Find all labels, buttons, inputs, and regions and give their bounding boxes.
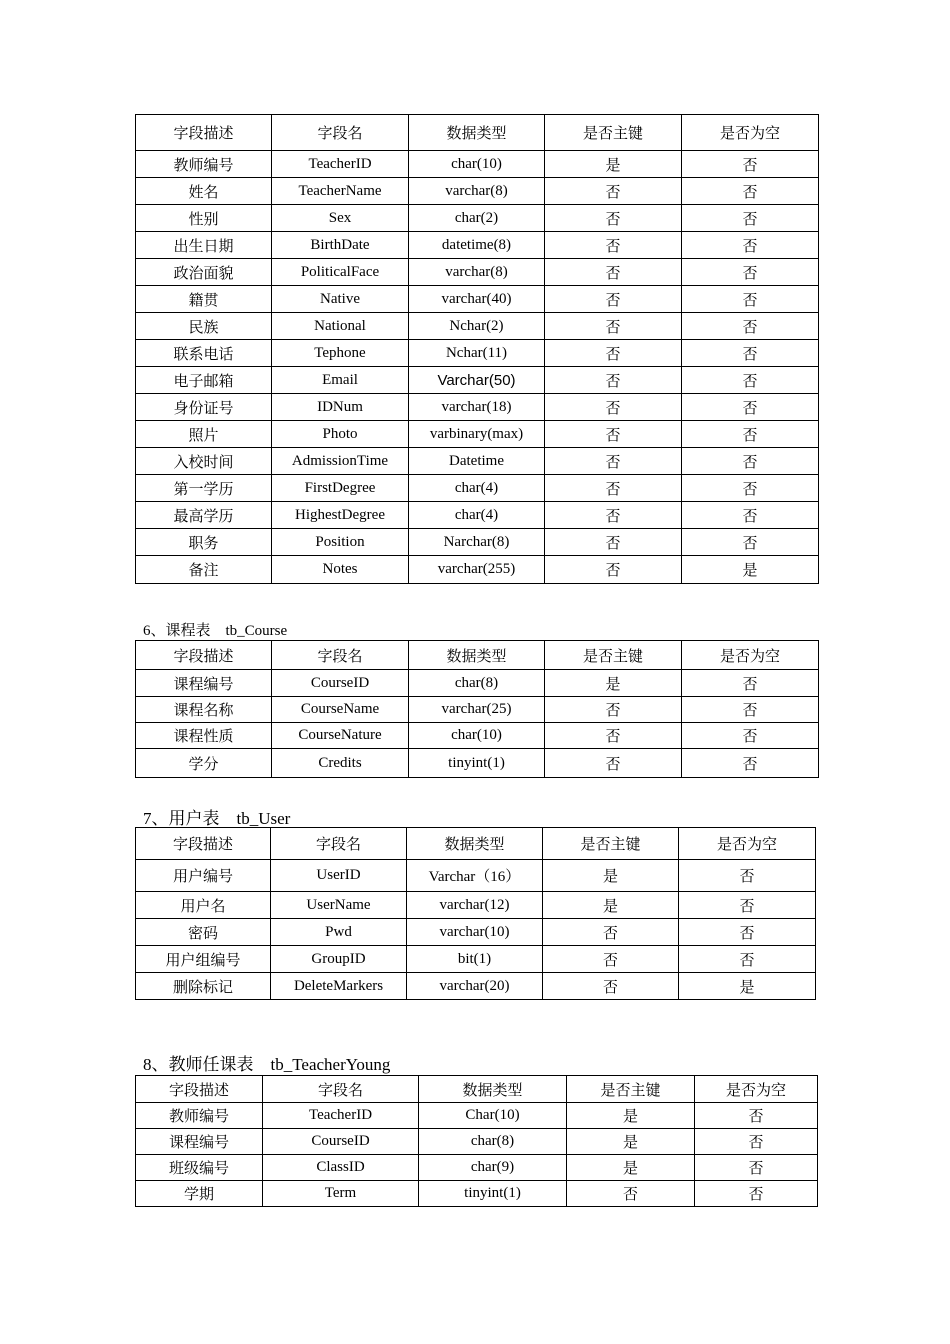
table-cell: TeacherID: [263, 1103, 419, 1129]
table-row: [136, 1129, 818, 1155]
table-cell: 否: [695, 1103, 818, 1129]
table-row: [136, 313, 819, 340]
table-cell: 是: [567, 1155, 695, 1181]
table-cell: Native: [272, 286, 409, 313]
table-cell: 学分: [136, 749, 272, 778]
table-cell: char(8): [419, 1129, 567, 1155]
table-cell: 是: [543, 892, 679, 919]
table-cell: 否: [545, 749, 682, 778]
table-cell: varchar(12): [407, 892, 543, 919]
table-cell: IDNum: [272, 394, 409, 421]
table-cell: 否: [543, 919, 679, 946]
table-cell: 否: [545, 502, 682, 529]
table-row: [136, 1103, 818, 1129]
table-cell: CourseName: [272, 697, 409, 723]
table-cell: Char(10): [419, 1103, 567, 1129]
table-header-row: [136, 641, 819, 670]
table-cell: 否: [695, 1181, 818, 1207]
table-cell: 否: [545, 286, 682, 313]
table-cell: Varchar（16）: [407, 860, 543, 892]
table-cell: PoliticalFace: [272, 259, 409, 286]
table-row: [136, 151, 819, 178]
user-table-title: 7、用户表 tb_User: [143, 809, 291, 828]
table-row: [136, 475, 819, 502]
table-cell: char(10): [409, 151, 545, 178]
table-row: [136, 1155, 818, 1181]
table-cell: GroupID: [271, 946, 407, 973]
table-cell: 班级编号: [136, 1155, 263, 1181]
table-cell: tinyint(1): [409, 749, 545, 778]
table-header-row: [136, 115, 819, 151]
header-cell: 字段描述: [136, 828, 271, 860]
table-cell: bit(1): [407, 946, 543, 973]
table-cell: 否: [682, 259, 819, 286]
table-row: [136, 340, 819, 367]
table-cell: AdmissionTime: [272, 448, 409, 475]
table-cell: 性别: [136, 205, 272, 232]
table-row: [136, 697, 819, 723]
table-row: [136, 946, 816, 973]
table-cell: Email: [272, 367, 409, 394]
table-row: [136, 421, 819, 448]
table-cell: 身份证号: [136, 394, 272, 421]
header-cell: 是否主键: [545, 115, 682, 151]
table-cell: 否: [545, 205, 682, 232]
table-cell: 否: [679, 860, 816, 892]
table-cell: 是: [545, 151, 682, 178]
table-cell: Position: [272, 529, 409, 556]
table-cell: 教师编号: [136, 151, 272, 178]
table-cell: varbinary(max): [409, 421, 545, 448]
table-cell: TeacherID: [272, 151, 409, 178]
teacher-table: [135, 114, 819, 584]
table-cell: 课程性质: [136, 723, 272, 749]
table-row: [136, 367, 819, 394]
table-cell: Notes: [272, 556, 409, 584]
table-row: [136, 1181, 818, 1207]
table-cell: BirthDate: [272, 232, 409, 259]
table-cell: 否: [545, 394, 682, 421]
table-cell: 否: [682, 448, 819, 475]
table-cell: 籍贯: [136, 286, 272, 313]
table-cell: 否: [682, 151, 819, 178]
table-cell: 否: [545, 421, 682, 448]
table-row: [136, 892, 816, 919]
header-cell: 是否主键: [543, 828, 679, 860]
header-cell: 字段名: [263, 1076, 419, 1103]
header-cell: 是否为空: [682, 641, 819, 670]
table-cell: 否: [545, 178, 682, 205]
table-cell: 否: [682, 475, 819, 502]
table-cell: FirstDegree: [272, 475, 409, 502]
header-cell: 字段名: [272, 641, 409, 670]
header-cell: 是否为空: [695, 1076, 818, 1103]
table-cell: 否: [567, 1181, 695, 1207]
table-cell: 是: [679, 973, 816, 1000]
table-cell: 教师编号: [136, 1103, 263, 1129]
table-cell: varchar(8): [409, 259, 545, 286]
table-cell: 否: [682, 421, 819, 448]
table-cell: ClassID: [263, 1155, 419, 1181]
table-cell: 否: [682, 367, 819, 394]
table-cell: 电子邮箱: [136, 367, 272, 394]
table-cell: varchar(255): [409, 556, 545, 584]
user-table: [135, 827, 816, 1000]
table-cell: char(8): [409, 670, 545, 697]
table-row: [136, 394, 819, 421]
table-row: [136, 529, 819, 556]
table-cell: DeleteMarkers: [271, 973, 407, 1000]
table-cell: 最高学历: [136, 502, 272, 529]
course-table-title: 6、课程表 tb_Course: [143, 623, 288, 639]
header-cell: 数据类型: [409, 115, 545, 151]
table-cell: 否: [682, 723, 819, 749]
table-cell: 课程编号: [136, 670, 272, 697]
table-cell: char(9): [419, 1155, 567, 1181]
header-cell: 数据类型: [407, 828, 543, 860]
table-cell: 照片: [136, 421, 272, 448]
table-row: [136, 670, 819, 697]
table-row: [136, 556, 819, 584]
table-row: [136, 448, 819, 475]
header-cell: 字段描述: [136, 1076, 263, 1103]
table-cell: 课程编号: [136, 1129, 263, 1155]
table-cell: 第一学历: [136, 475, 272, 502]
table-cell: char(2): [409, 205, 545, 232]
header-cell: 字段描述: [136, 641, 272, 670]
table-cell: 是: [545, 670, 682, 697]
header-cell: 是否主键: [567, 1076, 695, 1103]
table-cell: 否: [682, 340, 819, 367]
header-cell: 字段描述: [136, 115, 272, 151]
table-cell: varchar(18): [409, 394, 545, 421]
table-row: [136, 860, 816, 892]
table-cell: HighestDegree: [272, 502, 409, 529]
table-cell: 删除标记: [136, 973, 271, 1000]
table-cell: 否: [695, 1155, 818, 1181]
table-header-row: [136, 1076, 818, 1103]
teaching-table: [135, 1075, 818, 1207]
table-cell: 备注: [136, 556, 272, 584]
table-cell: 学期: [136, 1181, 263, 1207]
table-row: [136, 232, 819, 259]
table-cell: CourseID: [263, 1129, 419, 1155]
table-header-row: [136, 828, 816, 860]
table-cell: TeacherName: [272, 178, 409, 205]
table-cell: 否: [682, 749, 819, 778]
table-cell: 否: [545, 313, 682, 340]
table-cell: 否: [545, 259, 682, 286]
table-cell: 入校时间: [136, 448, 272, 475]
header-cell: 字段名: [272, 115, 409, 151]
table-cell: Sex: [272, 205, 409, 232]
table-cell: 否: [682, 697, 819, 723]
header-cell: 是否为空: [682, 115, 819, 151]
table-cell: Nchar(2): [409, 313, 545, 340]
table-cell: 是: [567, 1103, 695, 1129]
table-cell: Nchar(11): [409, 340, 545, 367]
table-cell: 否: [545, 529, 682, 556]
table-cell: 否: [545, 556, 682, 584]
table-cell: Term: [263, 1181, 419, 1207]
table-cell: Narchar(8): [409, 529, 545, 556]
table-cell: datetime(8): [409, 232, 545, 259]
table-cell: 否: [695, 1129, 818, 1155]
table-cell: 否: [682, 502, 819, 529]
table-cell: 密码: [136, 919, 271, 946]
table-cell: 用户编号: [136, 860, 271, 892]
table-cell: UserName: [271, 892, 407, 919]
header-cell: 数据类型: [409, 641, 545, 670]
table-cell: 出生日期: [136, 232, 272, 259]
table-cell: CourseNature: [272, 723, 409, 749]
table-cell: 否: [682, 286, 819, 313]
table-row: [136, 749, 819, 778]
table-cell: 否: [545, 448, 682, 475]
table-cell: 否: [679, 892, 816, 919]
table-cell: 否: [545, 697, 682, 723]
table-cell: 否: [682, 313, 819, 340]
table-row: [136, 919, 816, 946]
teaching-table-title: 8、教师任课表 tb_TeacherYoung: [143, 1055, 391, 1074]
table-cell: Credits: [272, 749, 409, 778]
table-cell: 姓名: [136, 178, 272, 205]
table-cell: varchar(10): [407, 919, 543, 946]
table-row: [136, 205, 819, 232]
table-cell: 是: [567, 1129, 695, 1155]
table-cell: 否: [682, 232, 819, 259]
table-cell: 职务: [136, 529, 272, 556]
table-cell: Tephone: [272, 340, 409, 367]
table-cell: 是: [543, 860, 679, 892]
course-table: [135, 640, 819, 778]
table-cell: tinyint(1): [419, 1181, 567, 1207]
table-cell: char(10): [409, 723, 545, 749]
header-cell: 是否为空: [679, 828, 816, 860]
table-cell: Varchar(50): [409, 367, 545, 394]
table-row: [136, 723, 819, 749]
table-cell: 否: [545, 340, 682, 367]
table-cell: 否: [545, 723, 682, 749]
table-cell: 否: [545, 232, 682, 259]
table-row: [136, 178, 819, 205]
table-cell: 是: [682, 556, 819, 584]
table-cell: 否: [545, 367, 682, 394]
header-cell: 字段名: [271, 828, 407, 860]
table-cell: 否: [679, 919, 816, 946]
table-row: [136, 259, 819, 286]
table-cell: varchar(8): [409, 178, 545, 205]
table-cell: Photo: [272, 421, 409, 448]
table-cell: National: [272, 313, 409, 340]
table-row: [136, 286, 819, 313]
table-cell: varchar(40): [409, 286, 545, 313]
table-cell: varchar(20): [407, 973, 543, 1000]
header-cell: 是否主键: [545, 641, 682, 670]
table-cell: 政治面貌: [136, 259, 272, 286]
table-cell: 否: [682, 394, 819, 421]
table-row: [136, 973, 816, 1000]
table-cell: Datetime: [409, 448, 545, 475]
table-cell: varchar(25): [409, 697, 545, 723]
table-cell: UserID: [271, 860, 407, 892]
table-cell: 联系电话: [136, 340, 272, 367]
table-cell: 否: [679, 946, 816, 973]
table-cell: 否: [682, 670, 819, 697]
table-row: [136, 502, 819, 529]
table-cell: 否: [682, 178, 819, 205]
table-cell: 用户名: [136, 892, 271, 919]
table-cell: char(4): [409, 475, 545, 502]
table-cell: 否: [543, 946, 679, 973]
table-cell: 否: [682, 205, 819, 232]
table-cell: 民族: [136, 313, 272, 340]
table-cell: 课程名称: [136, 697, 272, 723]
table-cell: CourseID: [272, 670, 409, 697]
table-cell: char(4): [409, 502, 545, 529]
table-cell: 用户组编号: [136, 946, 271, 973]
table-cell: 否: [545, 475, 682, 502]
header-cell: 数据类型: [419, 1076, 567, 1103]
table-cell: Pwd: [271, 919, 407, 946]
table-cell: 否: [682, 529, 819, 556]
table-cell: 否: [543, 973, 679, 1000]
